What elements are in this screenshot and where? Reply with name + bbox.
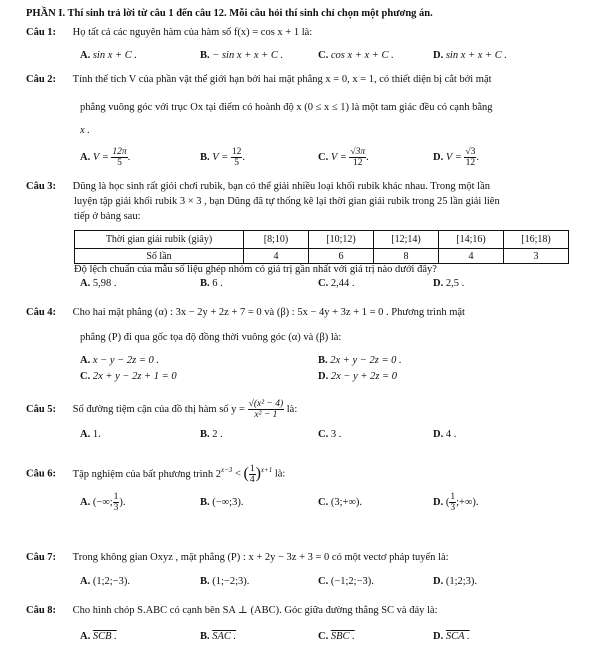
question-3-line-3: tiếp ở bảng sau: [74,211,141,222]
table-cell-interval-1: [8;10) [244,231,309,249]
q2-option-b-numerator: 12 [231,147,242,157]
table-cell-count-5: 3 [504,249,569,264]
q3-option-c[interactable] [318,277,354,290]
q2-option-a[interactable]: A. V = $\frac{12\pi}{5}$ . [80,147,131,168]
q6-option-b-text: (−∞;3). [212,497,244,508]
question-6-text-pre: Tập nghiệm của bất phương trình 2 [72,468,221,480]
q6-option-a-pre: (−∞; [92,497,113,508]
q2-option-b-pre: V = [212,151,229,163]
q7-option-c-key: C. [318,576,329,587]
question-5-numerator: √(x² − 4) [248,399,284,410]
q2-option-a-numerator: 12π [112,147,127,157]
table-cell-count-4: 4 [439,249,504,264]
question-8-label: Câu 8: [26,605,57,616]
q1-option-a[interactable] [80,49,137,62]
q7-option-d-text: (1;2;3). [445,576,478,587]
question-8 [26,604,438,617]
question-7 [26,551,449,564]
q6-option-a-numerator: 1 [113,492,119,503]
q2-option-c-pre: V = [330,151,347,163]
q8-option-d-key: D. [433,631,444,642]
q1-option-b[interactable] [200,49,283,62]
question-3-label: Câu 3: [26,181,57,192]
question-3-prompt: Độ lệch chuẩn của mẫu số liệu ghép nhóm có giá trị gần nhất với giá trị nào dưới đây? [74,264,437,275]
q3-option-a[interactable] [80,277,116,290]
q6-option-a-denominator: 3 [113,503,119,514]
q4-option-d[interactable] [318,370,397,383]
q3-option-c-key: C. [318,278,329,289]
question-6-fraction-denominator: 4 [249,474,255,485]
q4-option-d-text: 2x − y + 2z = 0 [330,371,398,382]
question-1 [26,26,312,39]
q2-option-a-denominator: 5 [117,158,122,168]
q8-option-c-key: C. [318,631,329,642]
q3-option-a-text: 5,98 . [92,278,117,289]
question-2-label: Câu 2: [26,74,57,85]
q2-option-d-denominator: 12 [465,158,476,168]
question-6-exponent-2: x+1 [260,466,273,474]
q2-option-a-fraction [111,147,127,168]
q5-option-c[interactable] [318,428,341,441]
question-2-line-1: Tính thể tích V của phần vật thể giới hạn bởi hai mặt phẳng x = 0, x = 1, có thiết diện bị cắt bởi mặt [72,74,492,85]
q7-option-c[interactable] [318,575,374,588]
question-5-text-post: là: [286,404,298,415]
q5-option-c-text: 3 . [330,429,342,440]
question-6-exponent-1: x−3 [220,466,233,474]
q6-option-c-key: C. [318,497,329,508]
q3-option-c-text: 2,44 . [330,278,355,289]
q2-option-c-denominator: 12 [353,158,363,168]
q7-option-a[interactable] [80,575,130,588]
q3-option-b-text: 6 . [212,278,223,289]
question-5 [26,399,297,421]
question-6: Câu 6: Tập nghiệm của bất phương trình $2^{x-3}$ < ( $\frac{1}{4}$ )$^{x+1}$ là: [26,463,286,485]
q4-option-c[interactable] [80,370,177,383]
q2-option-d-key: D. [433,151,444,163]
q5-option-a-key: A. [80,429,91,440]
question-4-line-1: Cho hai mặt phẳng (α) : 3x − 2y + 2z + 7 = 0 và (β) : 5x − 4y + 3z + 1 = 0 . Phương trình mặt [72,307,465,318]
question-1-label: Câu 1: [26,27,57,38]
table-cell-interval-3: [12;14) [374,231,439,249]
table-cell-interval-5: [16;18) [504,231,569,249]
q6-option-d-key: D. [433,497,444,508]
q1-option-a-text: sin x + C . [92,50,137,61]
question-3 [26,180,490,193]
q5-option-c-key: C. [318,429,329,440]
q2-option-b-denominator: 5 [234,158,239,168]
question-6-fraction [249,464,256,485]
q8-option-b-text: SAC . [212,631,237,642]
question-1-text: Họ tất cả các nguyên hàm của hàm số f(x) = cos x + 1 là: [72,27,313,38]
q2-option-d-pre: V = [445,151,462,163]
rubik-time-table [74,230,569,264]
q1-option-d-key: D. [433,50,444,61]
q4-option-b-key: B. [318,355,328,366]
question-5-label: Câu 5: [26,404,57,415]
question-7-text: Trong không gian Oxyz , mặt phẳng (P) : x + 2y − 3z + 3 = 0 có một vectơ pháp tuyến là: [72,552,449,563]
q1-option-d[interactable] [433,49,507,62]
question-2-line-2: phẳng vuông góc với trục Ox tại điểm có hoành độ x (0 ≤ x ≤ 1) là một tam giác đều có cạnh bằng [80,102,493,113]
q3-option-d[interactable] [433,277,464,290]
q5-option-b-key: B. [200,429,210,440]
table-cell-interval-4: [14;16) [439,231,504,249]
q7-option-a-text: (1;2;−3). [92,576,130,587]
q2-option-c-fraction [349,147,366,168]
q5-option-b[interactable] [200,428,223,441]
question-4 [26,306,465,319]
question-6-less-than: < [234,468,241,480]
q4-option-d-key: D. [318,371,329,382]
table-row [75,231,569,249]
q2-option-b[interactable]: B. V = $\frac{12}{5}$ . [200,147,245,168]
q8-option-b-key: B. [200,631,210,642]
q7-option-b-text: (1;−2;3). [212,576,250,587]
q1-option-a-key: A. [80,50,91,61]
q5-option-d-text: 4 . [445,429,457,440]
q7-option-d[interactable] [433,575,477,588]
q6-option-d-numerator: 1 [450,492,456,503]
q1-option-b-text: − sin x + x + C . [212,50,284,61]
table-cell-count-1: 4 [244,249,309,264]
q6-option-d-post: ;+∞). [456,497,479,508]
q2-option-d-numerator: √3 [465,147,476,157]
q1-option-d-text: sin x + x + C . [445,50,507,61]
question-2-line-3: x . [80,125,90,136]
question-6-text-post: là: [274,468,286,480]
question-6-fraction-numerator: 1 [249,463,255,474]
q4-option-a-text: x − y − 2z = 0 . [92,355,160,366]
q5-option-a[interactable] [80,428,101,441]
question-8-text: Cho hình chóp S.ABC có cạnh bên SA ⊥ (ABC). Góc giữa đường thẳng SC và đáy là: [72,605,438,616]
question-5-denominator: x² − 1 [254,410,278,421]
q2-option-c-key: C. [318,151,329,163]
q8-option-a-text: SCB . [92,631,117,642]
q6-option-d-denominator: 3 [450,503,456,514]
q3-option-d-key: D. [433,278,444,289]
q5-option-d-key: D. [433,429,444,440]
q4-option-b[interactable] [318,354,402,367]
q4-option-a[interactable] [80,354,159,367]
q6-option-b[interactable] [200,496,243,509]
q6-option-a[interactable] [80,492,126,514]
q6-option-d-pre: ( [445,497,450,508]
q8-option-b[interactable] [200,630,236,643]
q6-option-d[interactable] [433,492,479,514]
q2-option-b-key: B. [200,151,210,163]
q6-option-b-key: B. [200,497,210,508]
q8-option-c-text: SBC . [330,631,355,642]
table-row-label-time: Thời gian giải rubik (giây) [75,231,244,249]
q6-option-a-post: ). [119,497,126,508]
q3-option-b-key: B. [200,278,210,289]
q3-option-b[interactable] [200,277,223,290]
question-5-text-pre: Số đường tiệm cận của đồ thị hàm số y = [72,404,245,415]
q5-option-b-text: 2 . [212,429,223,440]
question-3-line-1: Dũng là học sinh rất giỏi chơi rubik, bạn có thể giải nhiều loại khối rubik khác nhau. Trong một lần [72,181,490,192]
q1-option-c[interactable] [318,49,394,62]
q2-option-d[interactable]: D. V = $\frac{√3}{12}$ . [433,147,479,168]
q1-option-c-text: cos x + x + C . [330,50,394,61]
q1-option-b-key: B. [200,50,210,61]
q6-option-c[interactable] [318,496,362,509]
q2-option-a-pre: V = [92,151,109,163]
q7-option-b[interactable] [200,575,249,588]
q2-option-c[interactable]: C. V = $\frac{√3\pi}{12}$ . [318,147,369,168]
question-3-line-2: luyện tập giải khối rubik 3 × 3 , bạn Dũng đã tự thống kê lại thời gian giải rubik trong 25 lần giải liên [74,196,500,207]
question-4-line-2: phẳng (P) đi qua gốc tọa độ đồng thời vuông góc (α) và (β) là: [80,332,342,343]
q4-option-a-key: A. [80,355,91,366]
q7-option-c-text: (−1;2;−3). [330,576,374,587]
q8-option-a-key: A. [80,631,91,642]
table-row-label-count: Số lần [75,249,244,264]
q8-option-d[interactable] [433,630,470,643]
table-cell-count-3: 8 [374,249,439,264]
table-cell-interval-2: [10;12) [309,231,374,249]
q7-option-b-key: B. [200,576,210,587]
question-4-label: Câu 4: [26,307,57,318]
q6-option-c-text: (3;+∞). [330,497,363,508]
q1-option-c-key: C. [318,50,329,61]
question-7-label: Câu 7: [26,552,57,563]
q2-option-c-numerator: √3π [350,147,366,157]
q2-option-d-fraction [464,147,476,168]
q5-option-d[interactable] [433,428,456,441]
q7-option-d-key: D. [433,576,444,587]
q3-option-d-text: 2,5 . [445,278,465,289]
q2-option-a-key: A. [80,151,91,163]
q4-option-b-text: 2x + y − 2z = 0 . [330,355,402,366]
question-2 [26,73,492,86]
q7-option-a-key: A. [80,576,91,587]
q4-option-c-text: 2x + y − 2z + 1 = 0 [92,371,177,382]
question-6-label: Câu 6: [26,468,57,480]
q6-option-a-key: A. [80,497,91,508]
q5-option-a-text: 1. [92,429,101,440]
q4-option-c-key: C. [80,371,91,382]
q8-option-c[interactable] [318,630,355,643]
q2-option-b-fraction [231,147,243,168]
q8-option-a[interactable] [80,630,117,643]
question-5-fraction [248,399,285,420]
table-cell-count-2: 6 [309,249,374,264]
q8-option-d-text: SCA . [445,631,470,642]
table-row [75,249,569,264]
q3-option-a-key: A. [80,278,91,289]
section-header: PHẦN I. Thí sinh trả lời từ câu 1 đến câu 12. Mỗi câu hỏi thí sinh chỉ chọn một phương án. [26,8,433,19]
